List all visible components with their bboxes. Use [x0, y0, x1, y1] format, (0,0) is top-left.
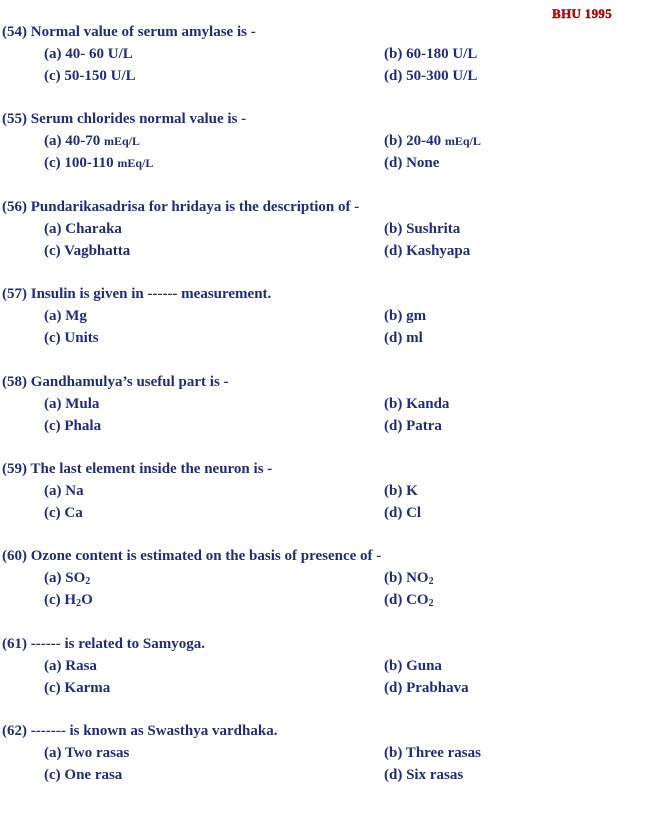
option-b: (b) Kanda — [384, 396, 450, 412]
option-d: (d) Prabhava — [384, 680, 469, 696]
option-d: (d) $CO_2$ — [384, 592, 434, 609]
question-text: (56) Pundarikasadrisa for hridaya is the description of - — [2, 199, 360, 215]
option-b: (b) $NO_2$ — [384, 570, 434, 587]
option-d: (d) Kashyapa — [384, 243, 471, 259]
option-c: (c) Ca — [44, 505, 83, 521]
question-text: (54) Normal value of serum amylase is - — [2, 24, 256, 40]
option-c: (c) $H_2O$ — [44, 592, 93, 609]
unit-label: mEq/L — [444, 134, 481, 148]
option-c: (c) 100-110 mEq/L — [44, 155, 154, 171]
option-a: (a) Na — [44, 483, 84, 499]
option-b: (b) K — [384, 483, 418, 499]
option-d: (d) Cl — [384, 505, 422, 521]
option-d: (d) Patra — [384, 418, 442, 434]
option-a: (a) Mg — [44, 308, 87, 324]
question-text: (59) The last element inside the neuron is - — [2, 461, 273, 477]
option-c: (c) Units — [44, 330, 99, 346]
option-b: (b) 20-40 mEq/L — [384, 133, 481, 149]
option-c: (c) Vagbhatta — [44, 243, 131, 259]
option-b: (b) 60-180 U/L — [384, 46, 478, 62]
question-text: (61) ------ is related to Samyoga. — [2, 636, 206, 652]
option-d: (d) Six rasas — [384, 767, 464, 783]
option-c: (c) Phala — [44, 418, 102, 434]
question-text: (55) Serum chlorides normal value is - — [2, 111, 247, 127]
question-text: (57) Insulin is given in ------ measurement. — [2, 286, 272, 302]
option-c: (c) Karma — [44, 680, 111, 696]
exam-source-label: BHU 1995 — [552, 6, 612, 21]
question-text: (58) Gandhamulya’s useful part is - — [2, 374, 229, 390]
option-c: (c) One rasa — [44, 767, 123, 783]
option-d: (d) None — [384, 155, 440, 171]
option-a: (a) $SO_2$ — [44, 570, 91, 587]
option-b: (b) Three rasas — [384, 745, 481, 761]
option-a: (a) 40- 60 U/L — [44, 46, 133, 62]
unit-label: mEq/L — [104, 134, 141, 148]
unit-label: mEq/L — [117, 156, 154, 170]
option-c: (c) 50-150 U/L — [44, 68, 136, 84]
option-b: (b) Sushrita — [384, 221, 461, 237]
option-a: (a) 40-70 mEq/L — [44, 133, 141, 149]
option-d: (d) 50-300 U/L — [384, 68, 478, 84]
option-a: (a) Mula — [44, 396, 100, 412]
option-a: (a) Charaka — [44, 221, 122, 237]
question-text: (60) Ozone content is estimated on the basis of presence of - — [2, 548, 382, 564]
option-a: (a) Rasa — [44, 658, 97, 674]
question-text: (62) ------- is known as Swasthya vardhaka. — [2, 723, 278, 739]
option-d: (d) ml — [384, 330, 423, 346]
option-b: (b) Guna — [384, 658, 442, 674]
option-a: (a) Two rasas — [44, 745, 130, 761]
option-b: (b) gm — [384, 308, 427, 324]
